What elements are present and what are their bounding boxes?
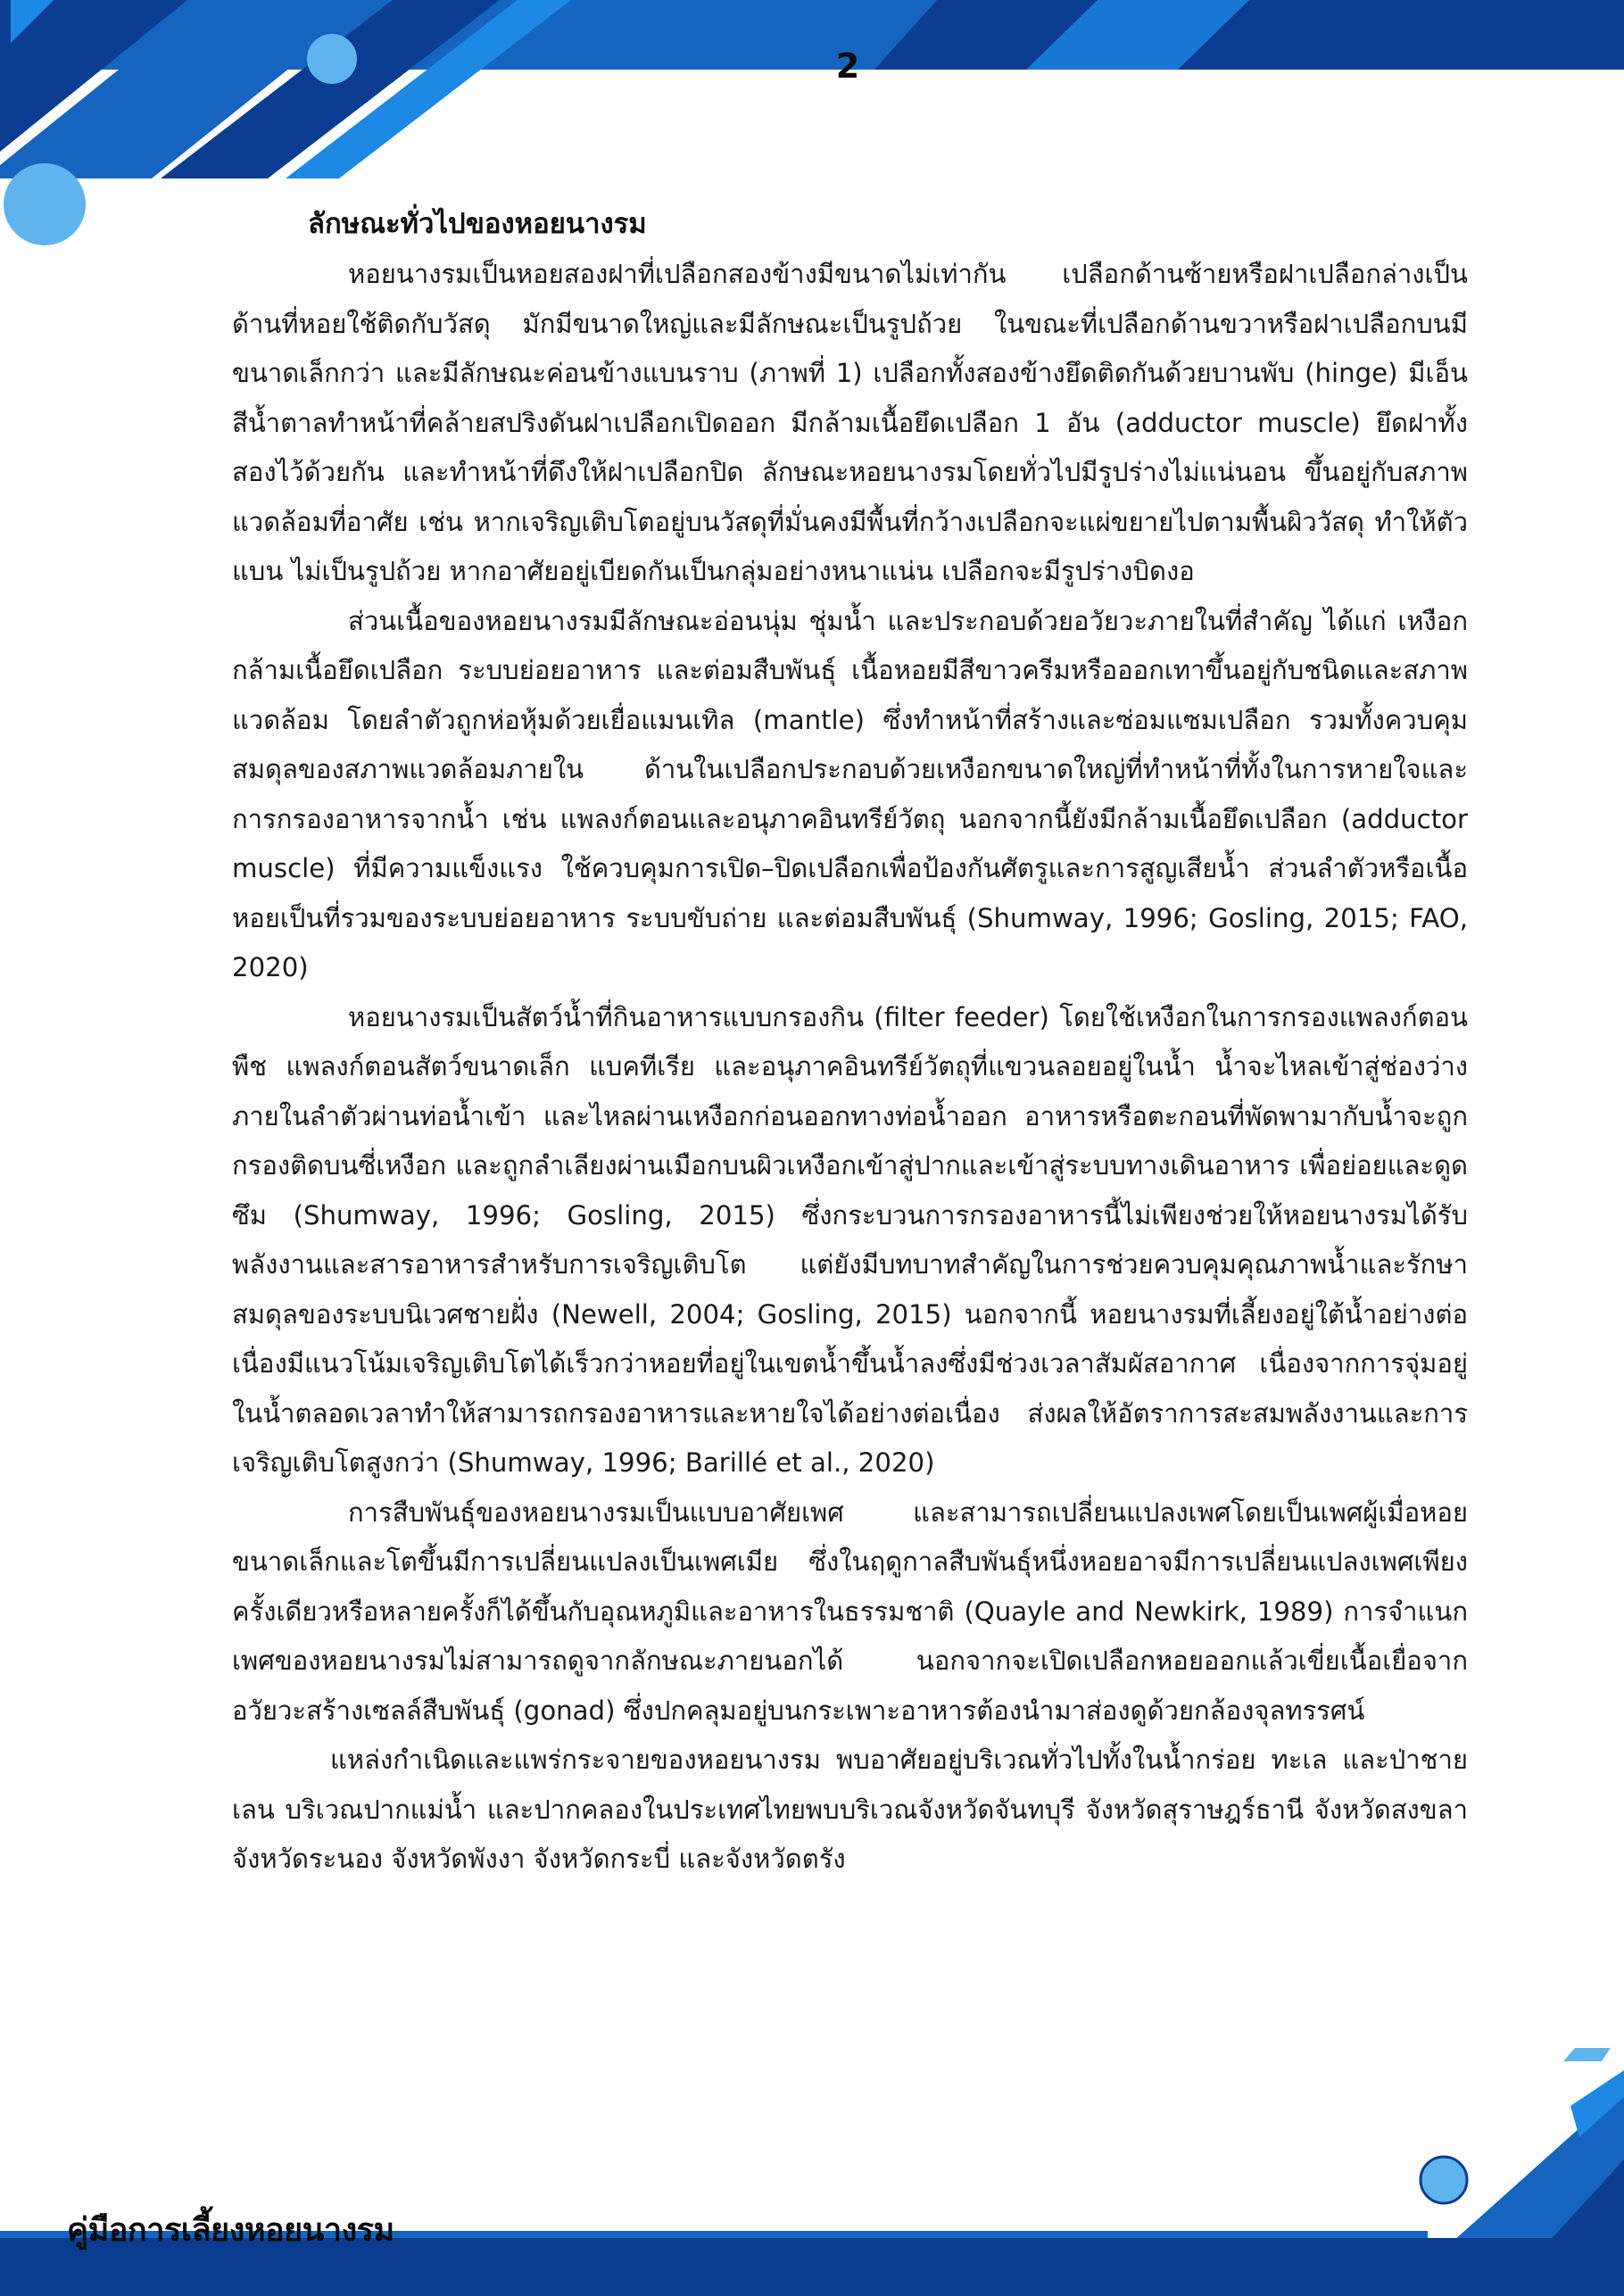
deco-circle-left: [4, 163, 86, 245]
page-number: 2: [835, 46, 860, 86]
paragraph: การสืบพันธุ์ของหอยนางรมเป็นแบบอาศัยเพศ และสามารถเปลี่ยนแปลงเพศโดยเป็นเพศผู้เมื่อหอยขนาดเล็กและโตขึ้นมีการเปลี่ยนแปลงเป็นเพศเมีย ซึ่งในฤดูกาลสืบพันธุ์หนึ่งหอยอาจมีการเปลี่ยนแปลงเพศเพียงครั้งเดียวหรือหลายครั้งก็ได้ขึ้นกับอุณหภูมิและอาหารในธรรมชาติ (Quayle and Newkirk, 1989) การจำแนกเพศของหอยนางรมไม่สามารถดูจากลักษณะภายนอกได้ นอกจากจะเปิดเปลือกหอยออกแล้วเขี่ยเนื้อเยื่อจากอวัยวะสร้างเซลล์สืบพันธุ์ (gonad) ซึ่งปกคลุมอยู่บนกระเพาะอาหารต้องนำมาส่องดูด้วยกล้องจุลทรรศน์: [232, 1496, 1468, 1726]
section-heading: ลักษณะทั่วไปของหอยนางรม: [308, 208, 647, 240]
paragraph: หอยนางรมเป็นหอยสองฝาที่เปลือกสองข้างมีขนาดไม่เท่ากัน เปลือกด้านซ้ายหรือฝาเปลือกล่างเป็นด้านที่หอยใช้ติดกับวัสดุ มักมีขนาดใหญ่และมีลักษณะเป็นรูปถ้วย ในขณะที่เปลือกด้านขวาหรือฝาเปลือกบนมีขนาดเล็กกว่า และมีลักษณะค่อนข้างแบนราบ (ภาพที่ 1) เปลือกทั้งสองข้างยึดติดกันด้วยบานพับ (hinge) มีเอ็นสีน้ำตาลทำหน้าที่คล้ายสปริงดันฝาเปลือกเปิดออก มีกล้ามเนื้อยึดเปลือก 1 อัน (adductor muscle) ยึดฝาทั้งสองไว้ด้วยกัน และทำหน้าที่ดึงให้ฝาเปลือกปิด ลักษณะหอยนางรมโดยทั่วไปมีรูปร่างไม่แน่นอน ขึ้นอยู่กับสภาพแวดล้อมที่อาศัย เช่น หากเจริญเติบโตอยู่บนวัสดุที่มั่นคงมีพื้นที่กว้างเปลือกจะแผ่ขยายไปตามพื้นผิววัสดุ ทำให้ตัวแบน ไม่เป็นรูปถ้วย หากอาศัยอยู่เบียดกันเป็นกลุ่มอย่างหนาแน่น เปลือกจะมีรูปร่างบิดงอ: [232, 259, 1468, 586]
paragraph: แหล่งกำเนิดและแพร่กระจายของหอยนางรม พบอาศัยอยู่บริเวณทั่วไปทั้งในน้ำกร่อย ทะเล และป่าชายเลน บริเวณปากแม่น้ำ และปากคลองในประเทศไทยพบบริเวณจังหวัดจันทบุรี จังหวัดสุราษฎร์ธานี จังหวัดสงขลา จังหวัดระนอง จังหวัดพังงา จังหวัดกระบี่ และจังหวัดตรัง: [232, 1745, 1468, 1874]
footer-title: คู่มือการเลี้ยงหอยนางรม: [67, 2212, 394, 2249]
paragraph: ส่วนเนื้อของหอยนางรมมีลักษณะอ่อนนุ่ม ชุ่มน้ำ และประกอบด้วยอวัยวะภายในที่สำคัญ ได้แก่ เหงือก กล้ามเนื้อยึดเปลือก ระบบย่อยอาหาร และต่อมสืบพันธุ์ เนื้อหอยมีสีขาวครีมหรือออกเทาขึ้นอยู่กับชนิดและสภาพแวดล้อม โดยลำตัวถูกห่อหุ้มด้วยเยื่อแมนเทิล (mantle) ซึ่งทำหน้าที่สร้างและซ่อมแซมเปลือก รวมทั้งควบคุมสมดุลของสภาพแวดล้อมภายใน ด้านในเปลือกประกอบด้วยเหงือกขนาดใหญ่ที่ทำหน้าที่ทั้งในการหายใจและการกรองอาหารจากน้ำ เช่น แพลงก์ตอนและอนุภาคอินทรีย์วัตถุ นอกจากนี้ยังมีกล้ามเนื้อยึดเปลือก (adductor muscle) ที่มีความแข็งแรง ใช้ควบคุมการเปิด–ปิดเปลือกเพื่อป้องกันศัตรูและการสูญเสียน้ำ ส่วนลำตัวหรือเนื้อหอยเป็นที่รวมของระบบย่อยอาหาร ระบบขับถ่าย และต่อมสืบพันธุ์ (Shumway, 1996; Gosling, 2015; FAO, 2020): [232, 605, 1468, 982]
top-left-stripes: [0, 0, 571, 178]
paragraph: หอยนางรมเป็นสัตว์น้ำที่กินอาหารแบบกรองกิน (filter feeder) โดยใช้เหงือกในการกรองแพลงก์ตอนพืช แพลงก์ตอนสัตว์ขนาดเล็ก แบคทีเรีย และอนุภาคอินทรีย์วัตถุที่แขวนลอยอยู่ในน้ำ น้ำจะไหลเข้าสู่ช่องว่างภายในลำตัวผ่านท่อน้ำเข้า และไหลผ่านเหงือกก่อนออกทางท่อน้ำออก อาหารหรือตะกอนที่พัดพามากับน้ำจะถูกกรองติดบนซี่เหงือก และถูกลำเลียงผ่านเมือกบนผิวเหงือกเข้าสู่ปากและเข้าสู่ระบบทางเดินอาหาร เพื่อย่อยและดูดซึม (Shumway, 1996; Gosling, 2015) ซึ่งกระบวนการกรองอาหารนี้ไม่เพียงช่วยให้หอยนางรมได้รับพลังงานและสารอาหารสำหรับการเจริญเติบโต แต่ยังมีบทบาทสำคัญในการช่วยควบคุมคุณภาพน้ำและรักษาสมดุลของระบบนิเวศชายฝั่ง (Newell, 2004; Gosling, 2015) นอกจากนี้ หอยนางรมที่เลี้ยงอยู่ใต้น้ำอย่างต่อเนื่องมีแนวโน้มเจริญเติบโตได้เร็วกว่าหอยที่อยู่ในเขตน้ำขึ้นน้ำลงซึ่งมีช่วงเวลาสัมผัสอากาศ เนื่องจากการจุ่มอยู่ในน้ำตลอดเวลาทำให้สามารถกรองอาหารและหายใจได้อย่างต่อเนื่อง ส่งผลให้อัตราการสะสมพลังงานและการเจริญเติบโตสูงกว่า (Shumway, 1996; Barillé et al., 2020): [232, 1001, 1469, 1478]
body-text: [232, 250, 1468, 1885]
